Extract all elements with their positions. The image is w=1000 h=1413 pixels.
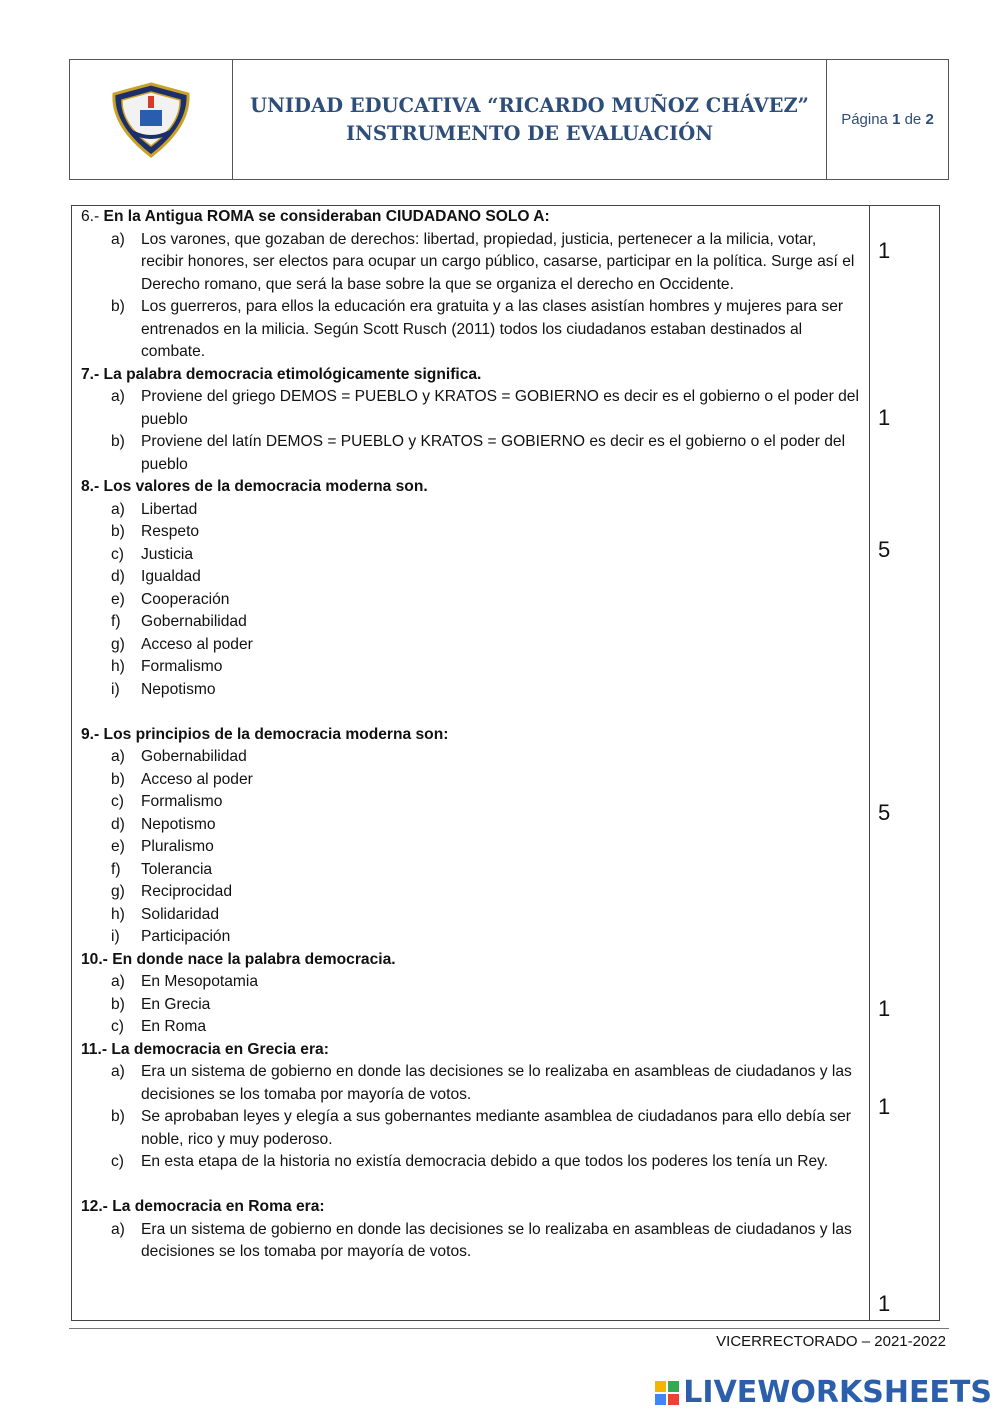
- question-title: [81, 724, 861, 747]
- option-item: [81, 296, 861, 364]
- option-text: Acceso al poder: [141, 770, 253, 788]
- option-letter: c): [111, 1153, 124, 1170]
- question-block: [81, 1196, 861, 1264]
- option-letter: g): [111, 883, 125, 900]
- option-text: Cooperación: [141, 590, 230, 608]
- option-text: Formalismo: [141, 658, 223, 675]
- option-text: Nepotismo: [141, 815, 216, 833]
- question-text: Los valores de la democracia moderna son.: [103, 478, 428, 495]
- brand-logo[interactable]: [655, 1375, 992, 1410]
- page-prefix: Página: [841, 111, 888, 128]
- question-text: En la Antigua ROMA se consideraban CIUDADANO SOLO A:: [103, 208, 550, 225]
- option-item: [81, 1151, 861, 1174]
- option-item: [81, 679, 861, 702]
- option-item: [81, 836, 861, 859]
- option-item: [81, 431, 861, 476]
- option-text: Respeto: [141, 523, 200, 540]
- brand-text: LIVEWORKSHEETS: [683, 1375, 992, 1410]
- option-text: Solidaridad: [141, 905, 220, 923]
- option-text: En Grecia: [141, 995, 211, 1013]
- question-number: 7.-: [81, 365, 100, 383]
- question-number: 9.-: [81, 725, 100, 743]
- questions-content: [81, 206, 861, 1264]
- question-title: [81, 206, 861, 229]
- options-list: [81, 971, 861, 1039]
- option-item: [81, 881, 861, 904]
- option-letter: a): [111, 1063, 125, 1080]
- option-text: Los varones, que gozaban de derechos: libertad, propiedad, justicia, pertenecer a la milicia, votar, recibir honores, ser electos para ocupar un cargo público, casarse, participar en la política. Surge así el Derecho romano, que será la base sobre la que se organiza el derecho en Occidente.: [141, 230, 855, 293]
- option-item: [81, 769, 861, 792]
- option-text: Libertad: [141, 500, 198, 518]
- option-item: [81, 791, 861, 814]
- option-item: [81, 904, 861, 927]
- option-letter: b): [111, 298, 125, 315]
- option-letter: c): [111, 545, 124, 563]
- question-text: En donde nace la palabra democracia.: [112, 950, 396, 968]
- option-letter: d): [111, 568, 125, 585]
- option-item: [81, 634, 861, 657]
- option-item: [81, 521, 861, 544]
- question-block: [81, 476, 861, 724]
- option-item: [81, 611, 861, 634]
- option-item: [81, 499, 861, 522]
- option-item: [81, 746, 861, 769]
- option-text: Participación: [141, 928, 231, 945]
- option-text: Igualdad: [141, 568, 201, 585]
- option-text: Proviene del griego DEMOS = PUEBLO y KRATOS = GOBIERNO es decir es el gobierno o el poder del pueblo: [141, 388, 859, 428]
- score-q11: 1: [878, 1094, 891, 1119]
- option-text: Reciprocidad: [141, 883, 233, 900]
- option-item: [81, 566, 861, 589]
- question-text: La democracia en Roma era:: [112, 1198, 325, 1215]
- question-number: 8.-: [81, 478, 100, 495]
- option-text: Acceso al poder: [141, 635, 253, 653]
- options-list: [81, 229, 861, 364]
- page-of: de: [904, 111, 922, 128]
- options-list: [81, 1061, 861, 1174]
- option-item: [81, 656, 861, 679]
- question-number: 12.-: [81, 1198, 108, 1215]
- option-item: [81, 1061, 861, 1106]
- logo-cell: [70, 60, 233, 179]
- page-total: 2: [925, 111, 934, 128]
- option-item: [81, 544, 861, 567]
- column-divider: [869, 206, 870, 1320]
- question-block: [81, 1039, 861, 1197]
- question-block: [81, 364, 861, 477]
- option-letter: c): [111, 1018, 124, 1035]
- question-title: [81, 1039, 861, 1062]
- footer-text: VICERRECTORADO – 2021-2022: [716, 1333, 946, 1350]
- option-letter: h): [111, 905, 125, 923]
- option-letter: f): [111, 613, 121, 630]
- question-text: La palabra democracia etimológicamente significa.: [103, 365, 482, 383]
- option-text: Pluralismo: [141, 838, 214, 855]
- question-block: [81, 206, 861, 364]
- option-text: En Roma: [141, 1018, 207, 1035]
- question-title: [81, 364, 861, 387]
- document-subtitle: INSTRUMENTO DE EVALUACIÓN: [345, 121, 714, 145]
- question-title: [81, 949, 861, 972]
- question-title: [81, 476, 861, 499]
- option-letter: b): [111, 995, 125, 1013]
- footer-divider: [69, 1328, 949, 1329]
- brand-grid-icon: [655, 1381, 679, 1405]
- options-list: [81, 499, 861, 702]
- option-letter: b): [111, 433, 125, 450]
- option-letter: i): [111, 928, 120, 945]
- question-text: La democracia en Grecia era:: [111, 1040, 329, 1058]
- option-text: Era un sistema de gobierno en donde las decisiones se lo realizaba en asambleas de ciudadanos y las decisiones se los tomaba por mayoría de votos.: [141, 1220, 852, 1260]
- option-item: [81, 859, 861, 882]
- option-text: Proviene del latín DEMOS = PUEBLO y KRATOS = GOBIERNO es decir es el gobierno o el poder del pueblo: [141, 433, 846, 473]
- option-text: Gobernabilidad: [141, 613, 247, 630]
- option-letter: g): [111, 635, 125, 653]
- score-q12: 1: [878, 1291, 891, 1316]
- option-text: Los guerreros, para ellos la educación era gratuita y a las clases asistían hombres y mujeres para ser entrenados en la milicia. Según Scott Rusch (2011) todos los ciudadanos estaban destinados al combate.: [141, 298, 844, 360]
- option-item: [81, 1016, 861, 1039]
- question-number: 10.-: [81, 950, 108, 968]
- document-header: [69, 59, 949, 180]
- school-name: UNIDAD EDUCATIVA “RICARDO MUÑOZ CHÁVEZ”: [250, 93, 809, 117]
- option-item: [81, 1106, 861, 1151]
- header-title: [233, 60, 827, 179]
- option-letter: e): [111, 590, 125, 608]
- options-list: [81, 1219, 861, 1264]
- option-item: [81, 814, 861, 837]
- option-letter: a): [111, 500, 125, 518]
- option-item: [81, 589, 861, 612]
- option-letter: a): [111, 388, 125, 405]
- option-text: Justicia: [141, 545, 193, 563]
- option-letter: a): [111, 748, 125, 765]
- question-title: [81, 1196, 861, 1219]
- option-text: Tolerancia: [141, 860, 213, 878]
- option-text: Se aprobaban leyes y elegía a sus gobernantes mediante asamblea de ciudadanos para ello debía ser noble, rico y muy poderoso.: [141, 1108, 852, 1148]
- option-item: [81, 926, 861, 949]
- questions-table: [71, 205, 940, 1321]
- option-text: Formalismo: [141, 793, 223, 810]
- option-text: En esta etapa de la historia no existía democracia debido a que todos los poderes los tenía un Rey.: [141, 1153, 829, 1170]
- option-letter: b): [111, 523, 125, 540]
- option-letter: f): [111, 860, 121, 878]
- option-letter: d): [111, 815, 125, 833]
- option-letter: e): [111, 838, 125, 855]
- score-q10: 1: [878, 996, 891, 1021]
- question-text: Los principios de la democracia moderna son:: [103, 725, 449, 743]
- option-letter: b): [111, 1108, 125, 1125]
- score-q9: 5: [878, 800, 891, 825]
- option-letter: a): [111, 230, 125, 248]
- question-block: [81, 724, 861, 949]
- option-letter: c): [111, 793, 124, 810]
- option-letter: h): [111, 658, 125, 675]
- question-number: 11.-: [81, 1040, 108, 1058]
- option-item: [81, 994, 861, 1017]
- option-text: Era un sistema de gobierno en donde las decisiones se lo realizaba en asambleas de ciudadanos y las decisiones se los tomaba por mayoría de votos.: [141, 1063, 852, 1103]
- option-letter: b): [111, 770, 125, 788]
- option-item: [81, 1219, 861, 1264]
- option-letter: a): [111, 1220, 125, 1238]
- score-q7: 1: [878, 405, 891, 430]
- option-text: Gobernabilidad: [141, 748, 247, 765]
- page-indicator: [827, 60, 948, 179]
- score-q6: 1: [878, 238, 891, 263]
- options-list: [81, 746, 861, 949]
- score-q8: 5: [878, 537, 891, 562]
- option-item: [81, 971, 861, 994]
- spacer: [81, 701, 861, 724]
- options-list: [81, 386, 861, 476]
- question-number: 6.-: [81, 208, 100, 225]
- question-block: [81, 949, 861, 1039]
- option-text: Nepotismo: [141, 680, 216, 698]
- option-letter: a): [111, 973, 125, 990]
- option-text: En Mesopotamia: [141, 973, 259, 990]
- option-item: [81, 229, 861, 297]
- school-crest-icon: [110, 82, 192, 158]
- option-letter: i): [111, 680, 120, 698]
- spacer: [81, 1174, 861, 1197]
- option-item: [81, 386, 861, 431]
- page-current: 1: [892, 111, 901, 128]
